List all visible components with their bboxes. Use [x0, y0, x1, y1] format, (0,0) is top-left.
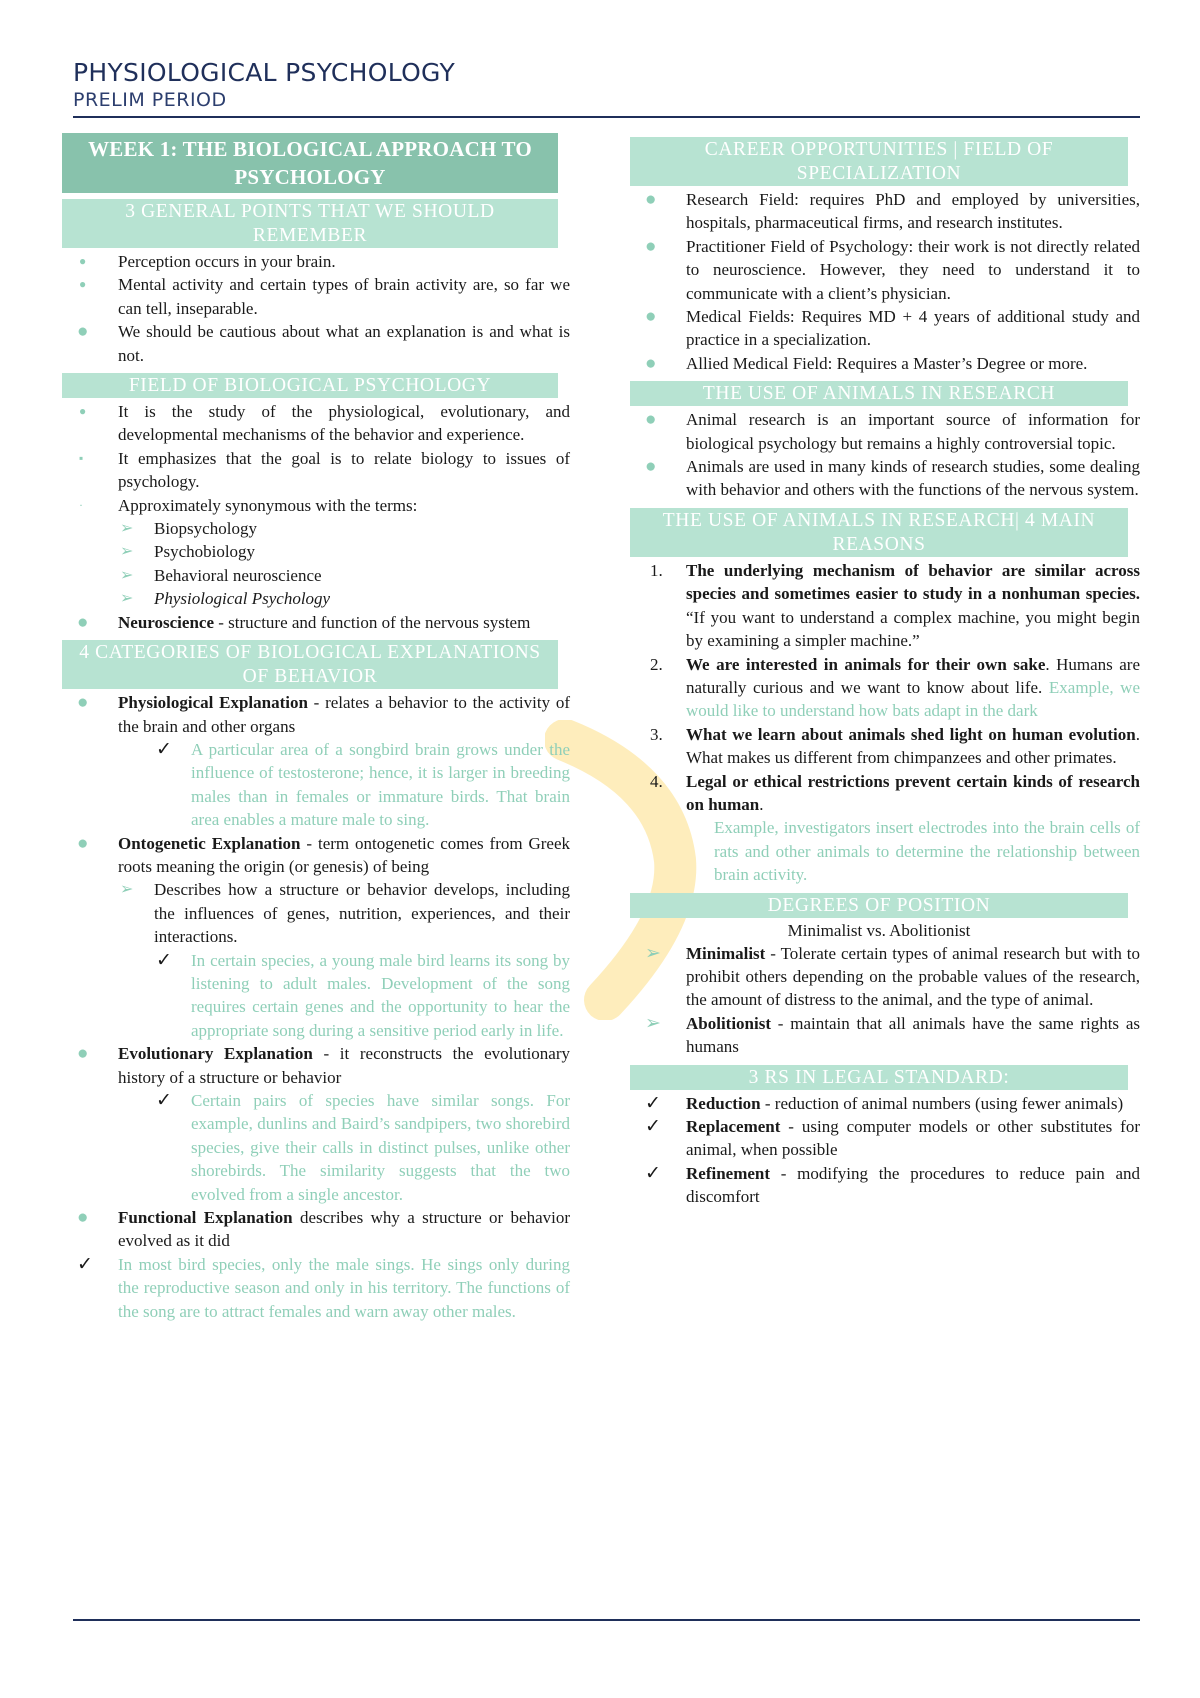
- section-heading-field: FIELD OF BIOLOGICAL PSYCHOLOGY: [62, 373, 558, 398]
- document-title: PHYSIOLOGICAL PSYCHOLOGY: [73, 58, 456, 87]
- bullet-icon: ●: [77, 611, 89, 633]
- arrow-icon: ➢: [120, 566, 134, 584]
- career-list: [630, 188, 1140, 375]
- sub-item: ➢ Describes how a structure or behavior develops, including the influences of genes, nutrition, experiences, and their interactions.: [120, 880, 570, 947]
- list-item: ● Physiological Explanation - relates a behavior to the activity of the brain and other organs: [77, 692, 570, 736]
- field-list: [62, 400, 570, 634]
- section-heading-animals: THE USE OF ANIMALS IN RESEARCH: [630, 381, 1128, 406]
- list-item: ● Medical Fields: Requires MD + 4 years of additional study and practice in a specialization.: [645, 306, 1140, 350]
- section-heading-general-points: 3 GENERAL POINTS THAT WE SHOULD REMEMBER: [62, 199, 558, 248]
- right-column: [630, 137, 1140, 1209]
- bullet-icon: ●: [645, 189, 657, 210]
- categories-list: [62, 691, 570, 1323]
- bullet-icon: ·: [79, 497, 83, 512]
- left-column: [62, 133, 570, 1323]
- bullet-icon: ●: [79, 277, 87, 292]
- animals-list: [630, 408, 1140, 502]
- three-rs-list: [630, 1092, 1140, 1209]
- reasons-list: [630, 559, 1140, 887]
- week-heading: WEEK 1: THE BIOLOGICAL APPROACH TO PSYCHOLOGY: [62, 133, 558, 193]
- section-heading-degrees: DEGREES OF POSITION: [630, 893, 1128, 918]
- example-item: ✓ In certain species, a young male bird learns its song by listening to adult males. Development of the song requires certain genes and the opportunity to hear the appropriate song during a sensitive period early in life.: [156, 949, 570, 1040]
- check-icon: ✓: [77, 1253, 93, 1275]
- list-item: ▪ It emphasizes that the goal is to relate biology to issues of psychology.: [79, 448, 570, 492]
- section-heading-career: CAREER OPPORTUNITIES | FIELD OF SPECIALIZATION: [630, 137, 1128, 186]
- degrees-caption: Minimalist vs. Abolitionist: [787, 920, 971, 940]
- arrow-icon: ➢: [120, 590, 134, 608]
- bullet-icon: ●: [79, 254, 87, 268]
- header-rule: [73, 116, 1140, 118]
- list-item: ● Practitioner Field of Psychology: their work is not directly related to neuroscience. However, they need to understand it to communicate with a client’s physician.: [645, 235, 1140, 303]
- bullet-icon: ●: [77, 692, 89, 714]
- list-item: ● Evolutionary Explanation - it reconstructs the evolutionary history of a structure or behavior: [77, 1043, 570, 1087]
- bullet-icon: ●: [79, 404, 87, 419]
- page-header: [73, 58, 1140, 112]
- arrow-icon: ➢: [120, 543, 134, 561]
- list-item: ● We should be cautious about what an explanation is and what is not.: [77, 321, 570, 365]
- list-item: ✓ Reduction - reduction of animal numbers (using fewer animals): [645, 1092, 1124, 1114]
- list-item: ● Perception occurs in your brain.: [79, 252, 336, 271]
- bullet-icon: ●: [645, 306, 657, 328]
- synonym-item: ➢ Psychobiology: [62, 540, 570, 563]
- example-item: ✓ Certain pairs of species have similar songs. For example, dunlins and Baird’s sandpipers, two shorebird species, give their calls in distinct pulses, unlike other shorebirds. The similarity suggests that the two evolved from a single ancestor.: [156, 1090, 570, 1204]
- list-item: 3. What we learn about animals shed light on human evolution. What makes us different from chimpanzees and other primates.: [650, 724, 1140, 768]
- list-item: 1. The underlying mechanism of behavior are similar across species and sometimes easier to study in a nonhuman species. “If you want to understand a complex machine, you might begin by examining a simpler machine.”: [650, 560, 1140, 651]
- example-item: Example, investigators insert electrodes into the brain cells of rats and other animals to determine the relationship between brain activity.: [714, 818, 1140, 885]
- check-icon: ✓: [645, 1162, 661, 1184]
- arrow-icon: ➢: [645, 1012, 661, 1034]
- list-item: · Approximately synonymous with the terms:: [79, 495, 418, 515]
- bullet-icon: ●: [77, 832, 89, 854]
- list-item: ● It is the study of the physiological, evolutionary, and developmental mechanisms of the behavior and experience.: [79, 402, 570, 445]
- list-item: 2. We are interested in animals for their own sake. Humans are naturally curious and we want to know about life. Example, we would like to understand how bats adapt in the dark: [650, 654, 1140, 721]
- check-icon: ✓: [156, 738, 172, 760]
- list-item: ● Animals are used in many kinds of research studies, some dealing with behavior and others with the functions of the nervous system.: [645, 456, 1140, 500]
- section-heading-categories: 4 CATEGORIES OF BIOLOGICAL EXPLANATIONS OF BEHAVIOR: [62, 640, 558, 689]
- list-item: ✓ Refinement - modifying the procedures to reduce pain and discomfort: [645, 1162, 1140, 1207]
- bullet-icon: ●: [645, 352, 657, 374]
- list-item: ● Research Field: requires PhD and employed by universities, hospitals, pharmaceutical firms, and research institutes.: [645, 189, 1140, 233]
- example-item: ✓ In most bird species, only the male sings. He sings only during the reproductive season and only in his territory. The functions of the song are to attract females and warn away other males.: [77, 1253, 570, 1321]
- footer-rule: [73, 1619, 1140, 1621]
- check-icon: ✓: [645, 1116, 661, 1137]
- check-icon: ✓: [645, 1092, 661, 1114]
- degrees-list: [630, 942, 1140, 1059]
- check-icon: ✓: [156, 1090, 172, 1111]
- list-item: ● Functional Explanation describes why a structure or behavior evolved as it did: [77, 1207, 571, 1251]
- list-item: ● Ontogenetic Explanation - term ontogenetic comes from Greek roots meaning the origin (or genesis) of being: [77, 832, 571, 876]
- section-heading-3rs: 3 RS IN LEGAL STANDARD:: [630, 1065, 1128, 1090]
- list-item: ● Animal research is an important source of information for biological psychology but remains a highly controversial topic.: [645, 409, 1140, 453]
- bullet-icon: ●: [645, 235, 657, 257]
- general-points-list: [62, 250, 570, 367]
- synonym-item: ➢ Behavioral neuroscience: [62, 564, 570, 587]
- list-item: ● Allied Medical Field: Requires a Master’s Degree or more.: [645, 352, 1088, 374]
- bullet-icon: ●: [77, 1207, 89, 1229]
- synonym-item: ➢ Physiological Psychology: [62, 587, 570, 610]
- bullet-icon: ●: [77, 1043, 89, 1065]
- synonym-item: ➢ Biopsychology: [62, 517, 570, 540]
- list-item: ● Neuroscience - structure and function of the nervous system: [77, 611, 531, 633]
- list-item: ✓ Replacement - using computer models or other substitutes for animal, when possible: [645, 1116, 1140, 1160]
- bullet-icon: ▪: [79, 450, 84, 465]
- document-subtitle: PRELIM PERIOD: [73, 89, 227, 111]
- list-item: 4. Legal or ethical restrictions prevent certain kinds of research on human.: [650, 771, 1140, 814]
- bullet-icon: ●: [645, 409, 657, 431]
- list-item: ➢ Minimalist - Tolerate certain types of animal research but with to prohibit others depending on the probable values of the research, the amount of distress to the animal, and the type of animal.: [645, 942, 1140, 1010]
- list-item: ● Mental activity and certain types of brain activity are, so far we can tell, inseparable.: [79, 275, 570, 318]
- check-icon: ✓: [156, 949, 172, 971]
- bullet-icon: ●: [77, 321, 89, 343]
- arrow-icon: ➢: [120, 881, 134, 899]
- section-heading-reasons: THE USE OF ANIMALS IN RESEARCH| 4 MAIN REASONS: [630, 508, 1128, 557]
- bullet-icon: ●: [645, 456, 657, 478]
- arrow-icon: ➢: [120, 520, 134, 538]
- list-item: ➢ Abolitionist - maintain that all animals have the same rights as humans: [645, 1012, 1140, 1057]
- arrow-icon: ➢: [645, 942, 661, 964]
- example-item: ✓ A particular area of a songbird brain grows under the influence of testosterone; hence, it is larger in breeding males than in females or immature birds. That brain area enables a mature male to sing.: [156, 738, 570, 830]
